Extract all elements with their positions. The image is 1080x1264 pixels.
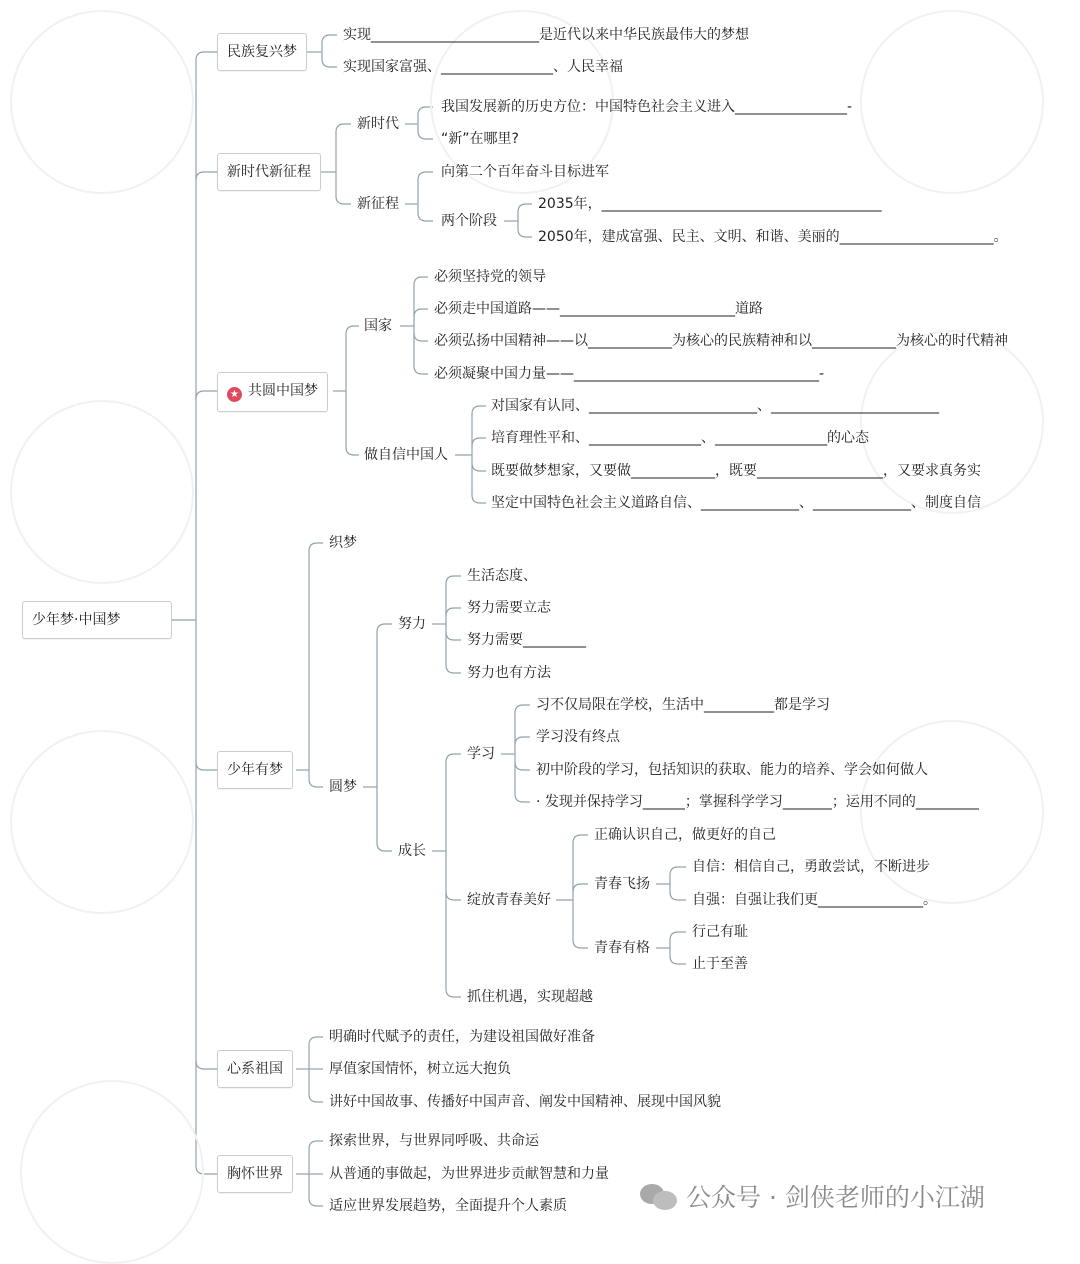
connector	[309, 1141, 323, 1149]
connector	[322, 59, 337, 67]
connector	[196, 172, 217, 180]
fuxing-item: 实现________________________是近代以来中华民族最伟大的梦想	[343, 27, 749, 43]
xinzhengcheng-item: 向第二个百年奋斗目标进军	[441, 164, 609, 180]
connector	[346, 326, 359, 334]
xinshidai-item: 我国发展新的历史方位：中国特色社会主义进入________________-	[441, 99, 853, 115]
zixin-item: 对国家有认同、________________________、________________________	[491, 398, 939, 414]
nuli-item: 努力需要_________	[467, 632, 586, 648]
xinshidai-node: 新时代	[357, 116, 399, 132]
connector	[418, 213, 433, 221]
xuexi-item: 学习没有终点	[536, 729, 620, 745]
connector	[196, 391, 217, 399]
connector	[309, 1198, 323, 1206]
nuli-item: 努力需要立志	[467, 600, 551, 616]
branch-shaonian: 少年有梦	[217, 751, 293, 789]
connector	[446, 892, 461, 900]
feiyang-node: 青春飞扬	[594, 876, 650, 892]
connector	[446, 632, 461, 640]
connector	[336, 124, 351, 132]
xinshidai-item: “新”在哪里?	[441, 131, 519, 147]
zuguo-item: 明确时代赋予的责任，为建设祖国做好准备	[329, 1029, 595, 1045]
connector	[518, 229, 532, 237]
connector	[196, 1061, 217, 1069]
branch-fuxing: 民族复兴梦	[217, 33, 307, 71]
connector	[309, 779, 323, 787]
liangge-item: 2050年，建成富强、民主、文明、和谐、美丽的______________________。	[538, 229, 1008, 245]
footer-text: 公众号 · 剑侠老师的小江湖	[686, 1183, 985, 1212]
xuexi-item: 习不仅局限在学校，生活中__________都是学习	[536, 697, 830, 713]
connector	[446, 608, 461, 616]
connector	[573, 884, 588, 892]
youge-item: 止于至善	[692, 956, 748, 972]
connector	[414, 277, 428, 285]
connector	[446, 989, 461, 997]
nuli-node: 努力	[398, 616, 426, 632]
connector	[670, 956, 686, 964]
wechat-icon	[640, 1181, 678, 1211]
xuexi-node: 学习	[467, 746, 495, 762]
zixin-item: 既要做梦想家，又要做____________，既要__________________，又要求真务实	[491, 463, 981, 479]
connector	[418, 107, 433, 115]
fuxing-item: 实现国家富强、________________、人民幸福	[343, 59, 623, 75]
connector	[446, 665, 461, 673]
connector	[322, 35, 337, 43]
connector	[346, 447, 359, 455]
connector	[515, 762, 530, 770]
wechat-account-label	[640, 1178, 985, 1214]
guojia-item: 必须凝聚中国力量——___________________________________-	[434, 366, 825, 382]
connector	[515, 794, 530, 802]
xuexi-item: 初中阶段的学习，包括知识的获取、能力的培养、学会如何做人	[536, 762, 928, 778]
connector	[309, 1037, 323, 1045]
guojia-item: 必须坚持党的领导	[434, 269, 546, 285]
liangge-node: 两个阶段	[441, 213, 497, 229]
branch-zuguo: 心系祖国	[217, 1050, 293, 1088]
branch-gongyuan	[217, 372, 328, 412]
connector	[472, 495, 486, 503]
zhanfang-node: 绽放青春美好	[467, 892, 551, 908]
connector	[418, 131, 433, 139]
connector	[515, 737, 530, 745]
nuli-item: 生活态度、	[467, 568, 537, 584]
connector	[573, 940, 588, 948]
connector	[518, 204, 532, 212]
youge-node: 青春有格	[594, 940, 650, 956]
zuguo-item: 厚值家国情怀，树立远大抱负	[329, 1061, 511, 1077]
connector	[573, 835, 588, 843]
connector	[472, 406, 486, 414]
connector	[377, 624, 392, 632]
zixin-node: 做自信中国人	[364, 447, 448, 463]
connector	[414, 333, 428, 341]
zixin-item: 坚定中国特色社会主义道路自信、______________、______________、制度自信	[491, 495, 981, 511]
connector	[446, 576, 461, 584]
connector	[515, 705, 530, 713]
yuanmeng-node: 圆梦	[329, 779, 357, 795]
nuli-item: 努力也有方法	[467, 665, 551, 681]
connector	[336, 196, 351, 204]
star-icon: ★	[227, 387, 242, 402]
connector	[670, 867, 686, 875]
branch-xinshidai: 新时代新征程	[217, 153, 321, 191]
shijie-item: 适应世界发展趋势，全面提升个人素质	[329, 1198, 567, 1214]
connector	[377, 843, 392, 851]
root-node: 少年梦·中国梦	[22, 601, 172, 639]
connector	[472, 438, 486, 446]
connector	[196, 52, 217, 60]
youge-item: 行己有耻	[692, 924, 748, 940]
feiyang-item: 自信：相信自己，勇敢尝试，不断进步	[692, 859, 930, 875]
connector	[418, 172, 433, 180]
branch-gongyuan-label: 共圆中国梦	[248, 383, 318, 399]
zixin-item: 培育理性平和、________________、________________的心态	[491, 430, 869, 446]
shijie-item: 从普通的事做起，为世界进步贡献智慧和力量	[329, 1166, 609, 1182]
connector	[309, 543, 323, 551]
connector	[414, 309, 428, 317]
feiyang-item: 自强：自强让我们更_______________。	[692, 892, 937, 908]
connector	[309, 1094, 323, 1102]
connector	[670, 892, 686, 900]
connector	[670, 932, 686, 940]
chengzhang-node: 成长	[398, 843, 426, 859]
zuguo-item: 讲好中国故事、传播好中国声音、阐发中国精神、展现中国风貌	[329, 1094, 721, 1110]
connector	[196, 1166, 217, 1174]
shijie-item: 探索世界，与世界同呼吸、共命运	[329, 1133, 539, 1149]
branch-shijie: 胸怀世界	[217, 1155, 293, 1193]
connector	[196, 762, 217, 770]
zhanfang-item: 正确认识自己，做更好的自己	[594, 827, 776, 843]
guojia-item: 必须弘扬中国精神——以____________为核心的民族精神和以____________为核心的时代精神	[434, 333, 1008, 349]
zhuazhu-node: 抓住机遇，实现超越	[467, 989, 593, 1005]
xuexi-item: · 发现并保持学习______；掌握科学学习_______；运用不同的_________	[536, 794, 979, 810]
connector	[472, 463, 486, 471]
liangge-item: 2035年，________________________________________	[538, 196, 882, 212]
guojia-node: 国家	[364, 318, 392, 334]
connector	[446, 754, 461, 762]
xinzhengcheng-node: 新征程	[357, 196, 399, 212]
guojia-item: 必须走中国道路——_________________________道路	[434, 301, 763, 317]
connector	[414, 366, 428, 374]
zhimeng-node: 织梦	[329, 535, 357, 551]
